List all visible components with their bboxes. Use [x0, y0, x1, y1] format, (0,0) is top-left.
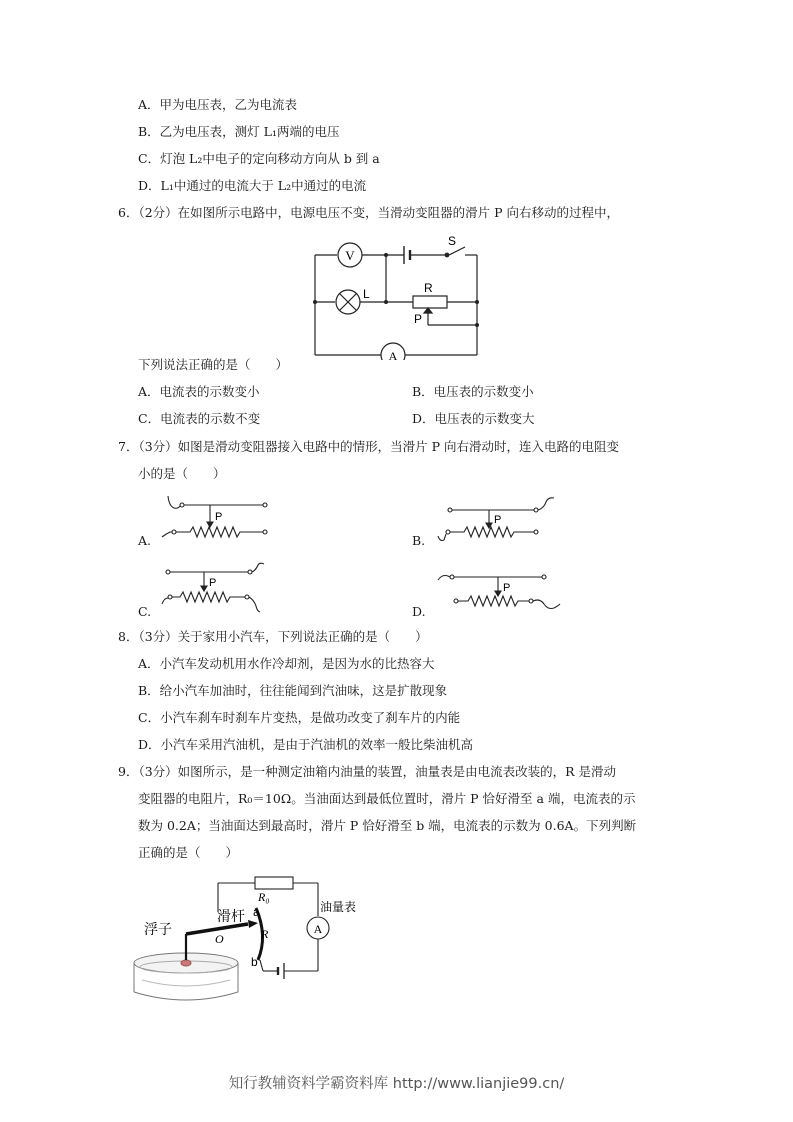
q6-option-b: B．电压表的示数变小 — [412, 384, 534, 399]
q6-option-a: A．电流表的示数变小 — [138, 384, 260, 399]
q9-r0-label: R₀ — [258, 890, 270, 904]
q6-option-c: C．电流表的示数不变 — [138, 411, 261, 426]
q6-circuit-diagram — [300, 228, 490, 360]
q7-option-d-label: D. — [412, 604, 426, 619]
q5-option-b: B．乙为电压表，测灯 L₁两端的电压 — [138, 124, 340, 139]
q5-option-a: A．甲为电压表，乙为电流表 — [138, 97, 298, 112]
q6-slider-label: P — [414, 312, 423, 326]
q6-ammeter-label: A — [388, 349, 398, 360]
q8-option-a: A．小汽车发动机用水作冷却剂，是因为水的比热容大 — [138, 656, 435, 671]
q9-resistor-label: R — [261, 927, 269, 941]
q9-stem-line-1: 9．（3分）如图所示，是一种测定油箱内油量的装置，油量表是由电流表改装的，R 是滑动 — [118, 764, 617, 779]
q7-option-c-slider-label: P — [209, 577, 217, 589]
q6-resistor-label: R — [424, 281, 433, 295]
q9-gauge-label: 油量表 — [320, 900, 357, 914]
q7-stem: 7．（3分）如图是滑动变阻器接入电路中的情形，当滑片 P 向右滑动时，连入电路的电阻变 — [118, 439, 620, 454]
q9-ammeter-label: A — [313, 922, 323, 936]
q7-option-b-diagram — [434, 492, 559, 547]
q9-oil-gauge-diagram — [128, 868, 378, 1010]
q9-stem-line-2: 变阻器的电阻片，R₀＝10Ω。当油面达到最低位置时，滑片 P 恰好滑至 a 端，电流表的示 — [138, 791, 636, 806]
q9-terminal-a-label: a — [253, 905, 260, 919]
q7-option-c-diagram — [160, 560, 270, 616]
page-footer-watermark: 知行教辅资料学霸资料库 http://www.lianjie99.cn/ — [228, 1076, 565, 1092]
q9-stem-line-4: 正确的是（ ） — [138, 845, 239, 860]
q7-stem-continued: 小的是（ ） — [138, 466, 226, 481]
q6-option-d: D．电压表的示数变大 — [412, 411, 535, 426]
q8-option-d: D．小汽车采用汽油机，是由于汽油机的效率一般比柴油机高 — [138, 737, 474, 752]
q7-option-a-diagram — [160, 492, 275, 547]
q5-option-c: C．灯泡 L₂中电子的定向移动方向从 b 到 a — [138, 151, 380, 166]
q6-lamp-label: L — [363, 287, 370, 301]
q5-option-d: D．L₁中通过的电流大于 L₂中通过的电流 — [138, 178, 367, 193]
q9-pivot-label: O — [215, 932, 224, 946]
q8-option-c: C．小汽车刹车时刹车片变热，是做功改变了刹车片的内能 — [138, 710, 461, 725]
q8-option-b: B．给小汽车加油时，往往能闻到汽油味，这是扩散现象 — [138, 683, 448, 698]
q6-voltmeter-label: V — [345, 248, 355, 263]
q6-stem-continued: 下列说法正确的是（ ） — [138, 357, 289, 372]
q9-stem-line-3: 数为 0.2A；当油面达到最高时，滑片 P 恰好滑至 b 端，电流表的示数为 0.6A。下列判断 — [138, 818, 637, 833]
q7-option-c-label: C. — [138, 604, 152, 619]
q8-stem: 8．（3分）关于家用小汽车，下列说法正确的是（ ） — [118, 629, 428, 644]
q7-option-a-label: A. — [138, 533, 152, 548]
q9-lever-label: 滑杆 — [217, 909, 245, 925]
q7-option-b-label: B. — [412, 533, 426, 548]
q7-option-d-diagram — [434, 566, 564, 616]
q9-float-label: 浮子 — [144, 922, 172, 938]
q6-stem: 6．（2分）在如图所示电路中，电源电压不变，当滑动变阻器的滑片 P 向右移动的过程中， — [118, 205, 620, 220]
q9-terminal-b-label: b — [251, 955, 258, 969]
q7-option-a-slider-label: P — [215, 511, 223, 523]
q7-option-b-slider-label: P — [494, 514, 502, 526]
q6-switch-label: S — [448, 234, 457, 248]
q7-option-d-slider-label: P — [503, 582, 511, 594]
